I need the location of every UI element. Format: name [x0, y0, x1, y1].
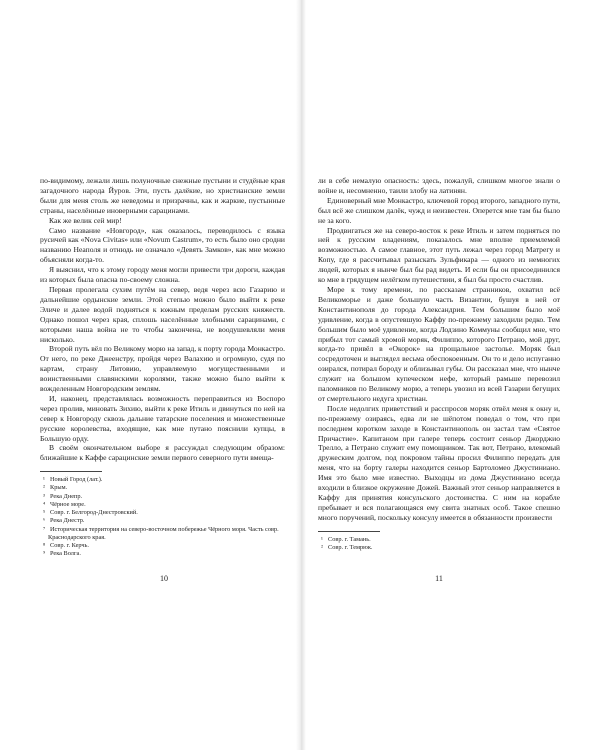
- footnote: ¹ Совр. г. Тамань.: [321, 535, 371, 543]
- paragraph: Единоверный мне Монкастро, ключевой город второго, западного пути, был всё же слишком далёк, чужд и неизвестен. Оперется мне там бы было не за кого.: [318, 195, 560, 225]
- footnote: ³ Река Днепр.: [43, 492, 83, 500]
- footnote-rule: [40, 471, 102, 472]
- paragraph: После недолгих приветствий и расспросов моряк отвёл меня к окну и, по-прежнему озираясь, едва ли не шёпотом поведал о том, что при последнем коротком заходе в Константинополь он застал там «Святое Причастие». Капитаном при галере теперь состоит сеньор Джорджио Трелло, а Петрано служит ему помощником. Так вот, Петрано, влекомый дружеским долгом, под покровом тайны просил Филиппо передать для меня, что на борту галеры находится сеньор Бартоломео Джустиниано. Имя это было мне известно. Выходцы из дома Джустиниано всегда входили в близкое окружение Дожей. Важный этот сеньор направляется в Каффу для принятия консульского достоинства. С ним на корабле пребывает и вся полагающаяся ему свита знатных особ. Такое спешно много поручений, поскольку консулу имеется в обязанности произвести: [318, 403, 560, 522]
- footnote: ⁶ Река Днестр.: [43, 517, 85, 525]
- left-page: [40, 176, 285, 558]
- paragraph: Второй путь вёл по Великому морю на запад, к порту города Монкастро. От него, по реке Джеенстру, пройдя через Валахию и огромную, судя по картам, страну Литовию, управляемую могущественными и воинственными славянскими королями, также можно было выйти к вожделенным Новгородским землям.: [40, 344, 285, 394]
- paragraph: В своём окончательном выборе я рассуждал следующим образом: ближайшие к Каффе сарацинские земли первого северного пути вмеща-: [40, 443, 285, 463]
- footnote: ⁷ Историческая территория на северо-восточном побережье Чёрного моря. Часть совр. Краснодарского края.: [43, 525, 279, 541]
- paragraph: Как же велик сей мир!: [49, 215, 122, 225]
- left-footnotes: [40, 476, 285, 558]
- right-page: [318, 176, 560, 552]
- paragraph: Я выяснил, что к этому городу меня могли привести три дороги, каждая из которых была опасна по-своему сложна.: [40, 265, 285, 285]
- footnote: ² Совр. г. Темрюк.: [321, 543, 373, 551]
- page-number-left: 10: [160, 574, 168, 583]
- footnote: ⁵ Совр. г. Белгород-Днестровский.: [43, 509, 138, 517]
- footnote-rule: [318, 531, 380, 532]
- left-body-text: [40, 176, 285, 463]
- paragraph: Первая пролегала сухим путём на север, ведя через всю Газарию и дальнейшие ордынские земли. Этой степью можно было выйти к реке Эличе и далее водой подняться к южным пределам русских княжеств. Однако пошол через края, сплошь населённые злобными сарацинами, с которыми наша война не то чтобы закончена, не воодушевляли меня нисколько.: [40, 284, 285, 344]
- book-gutter: [296, 0, 306, 750]
- footnote: ⁸ Совр. г. Керчь.: [43, 541, 89, 549]
- paragraph: И, наконец, представлялась возможность переправиться из Воспоро через пролив, миновать Зихию, выйти к реке Итиль и двинуться по ней на север к Новгороду сквозь дальние татарские поселения и множественные русские королевства, входящие, как мне путано пояснили купцы, в Большую орду.: [40, 393, 285, 443]
- paragraph: Само название «Новгород», как оказалось, переводилось с языка русичей как «Nova Civitas» или «Novum Castrum», то есть было оно сродни названию Неаполя и отнюдь не означало «Девять Замков», как мне можно объясняли когда-то.: [40, 225, 285, 265]
- footnote: ⁹ Река Волга.: [43, 550, 81, 558]
- page-number-right: 11: [435, 574, 443, 583]
- paragraph: по-видимому, лежали лишь полуночные снежные пустыни и студёные края загадочного народа Йуров. Эти, пусть далёкие, но христианские земли были для меня столь же неведомы и призрачны, как и жаркие, пустынные страны, населённые иноверными сарацинами.: [40, 176, 285, 215]
- right-body-text: [318, 176, 560, 523]
- paragraph: Продвигаться же на северо-восток к реке Итиль и затем подняться по ней к русским владениям, показалось мне вполне приемлемой возможностью. А самое главное, этот путь лежал через город Матрегу и Копу, где я рассчитывал разыскать Зульфикара — одного из немногих людей, которых я нынче был бы рад видеть. И если бы он присоединился ко мне в грядущем нелёгком путешествии, я был бы просто счастлив.: [318, 225, 560, 285]
- footnote: ² Крым.: [43, 484, 68, 492]
- right-footnotes: [318, 536, 560, 552]
- paragraph: Море к тому времени, по рассказам странников, охватил всё Великоморье и даже большую часть Византии, бушуя в ней от Константинополя до города Александрия. Тем большим было моё удивление, когда в опустевшую Каффу по-прежнему заходили редко. Тем большим было моё удивление, когда Лодзино Коммуны сообщил мне, что прибыл тот самый хромой моряк, Филиппо, которого Петрано, мой друг, когда-то привёл в «Окорок» на прощальное застолье. Моряк был сосредоточен и выглядел весьма обеспокоенным. Он то и дело испуганно озирался, потирал бороду и облизывал губы. Он рассказал мне, что нынче служит на большом купеческом нефе, который рамьше перевозил паломников по Великому морю, а теперь увозил из всей Газарии бегущих от смертельного недуга христиан.: [318, 284, 560, 403]
- footnote: ⁴ Чёрное море.: [43, 500, 86, 508]
- footnote: ¹ Новый Город (лат.).: [43, 476, 103, 484]
- paragraph: ли в себе немалую опасность: здесь, пожалуй, слишком многое знали о войне и, несомненно, таили злобу на латинян.: [318, 176, 560, 195]
